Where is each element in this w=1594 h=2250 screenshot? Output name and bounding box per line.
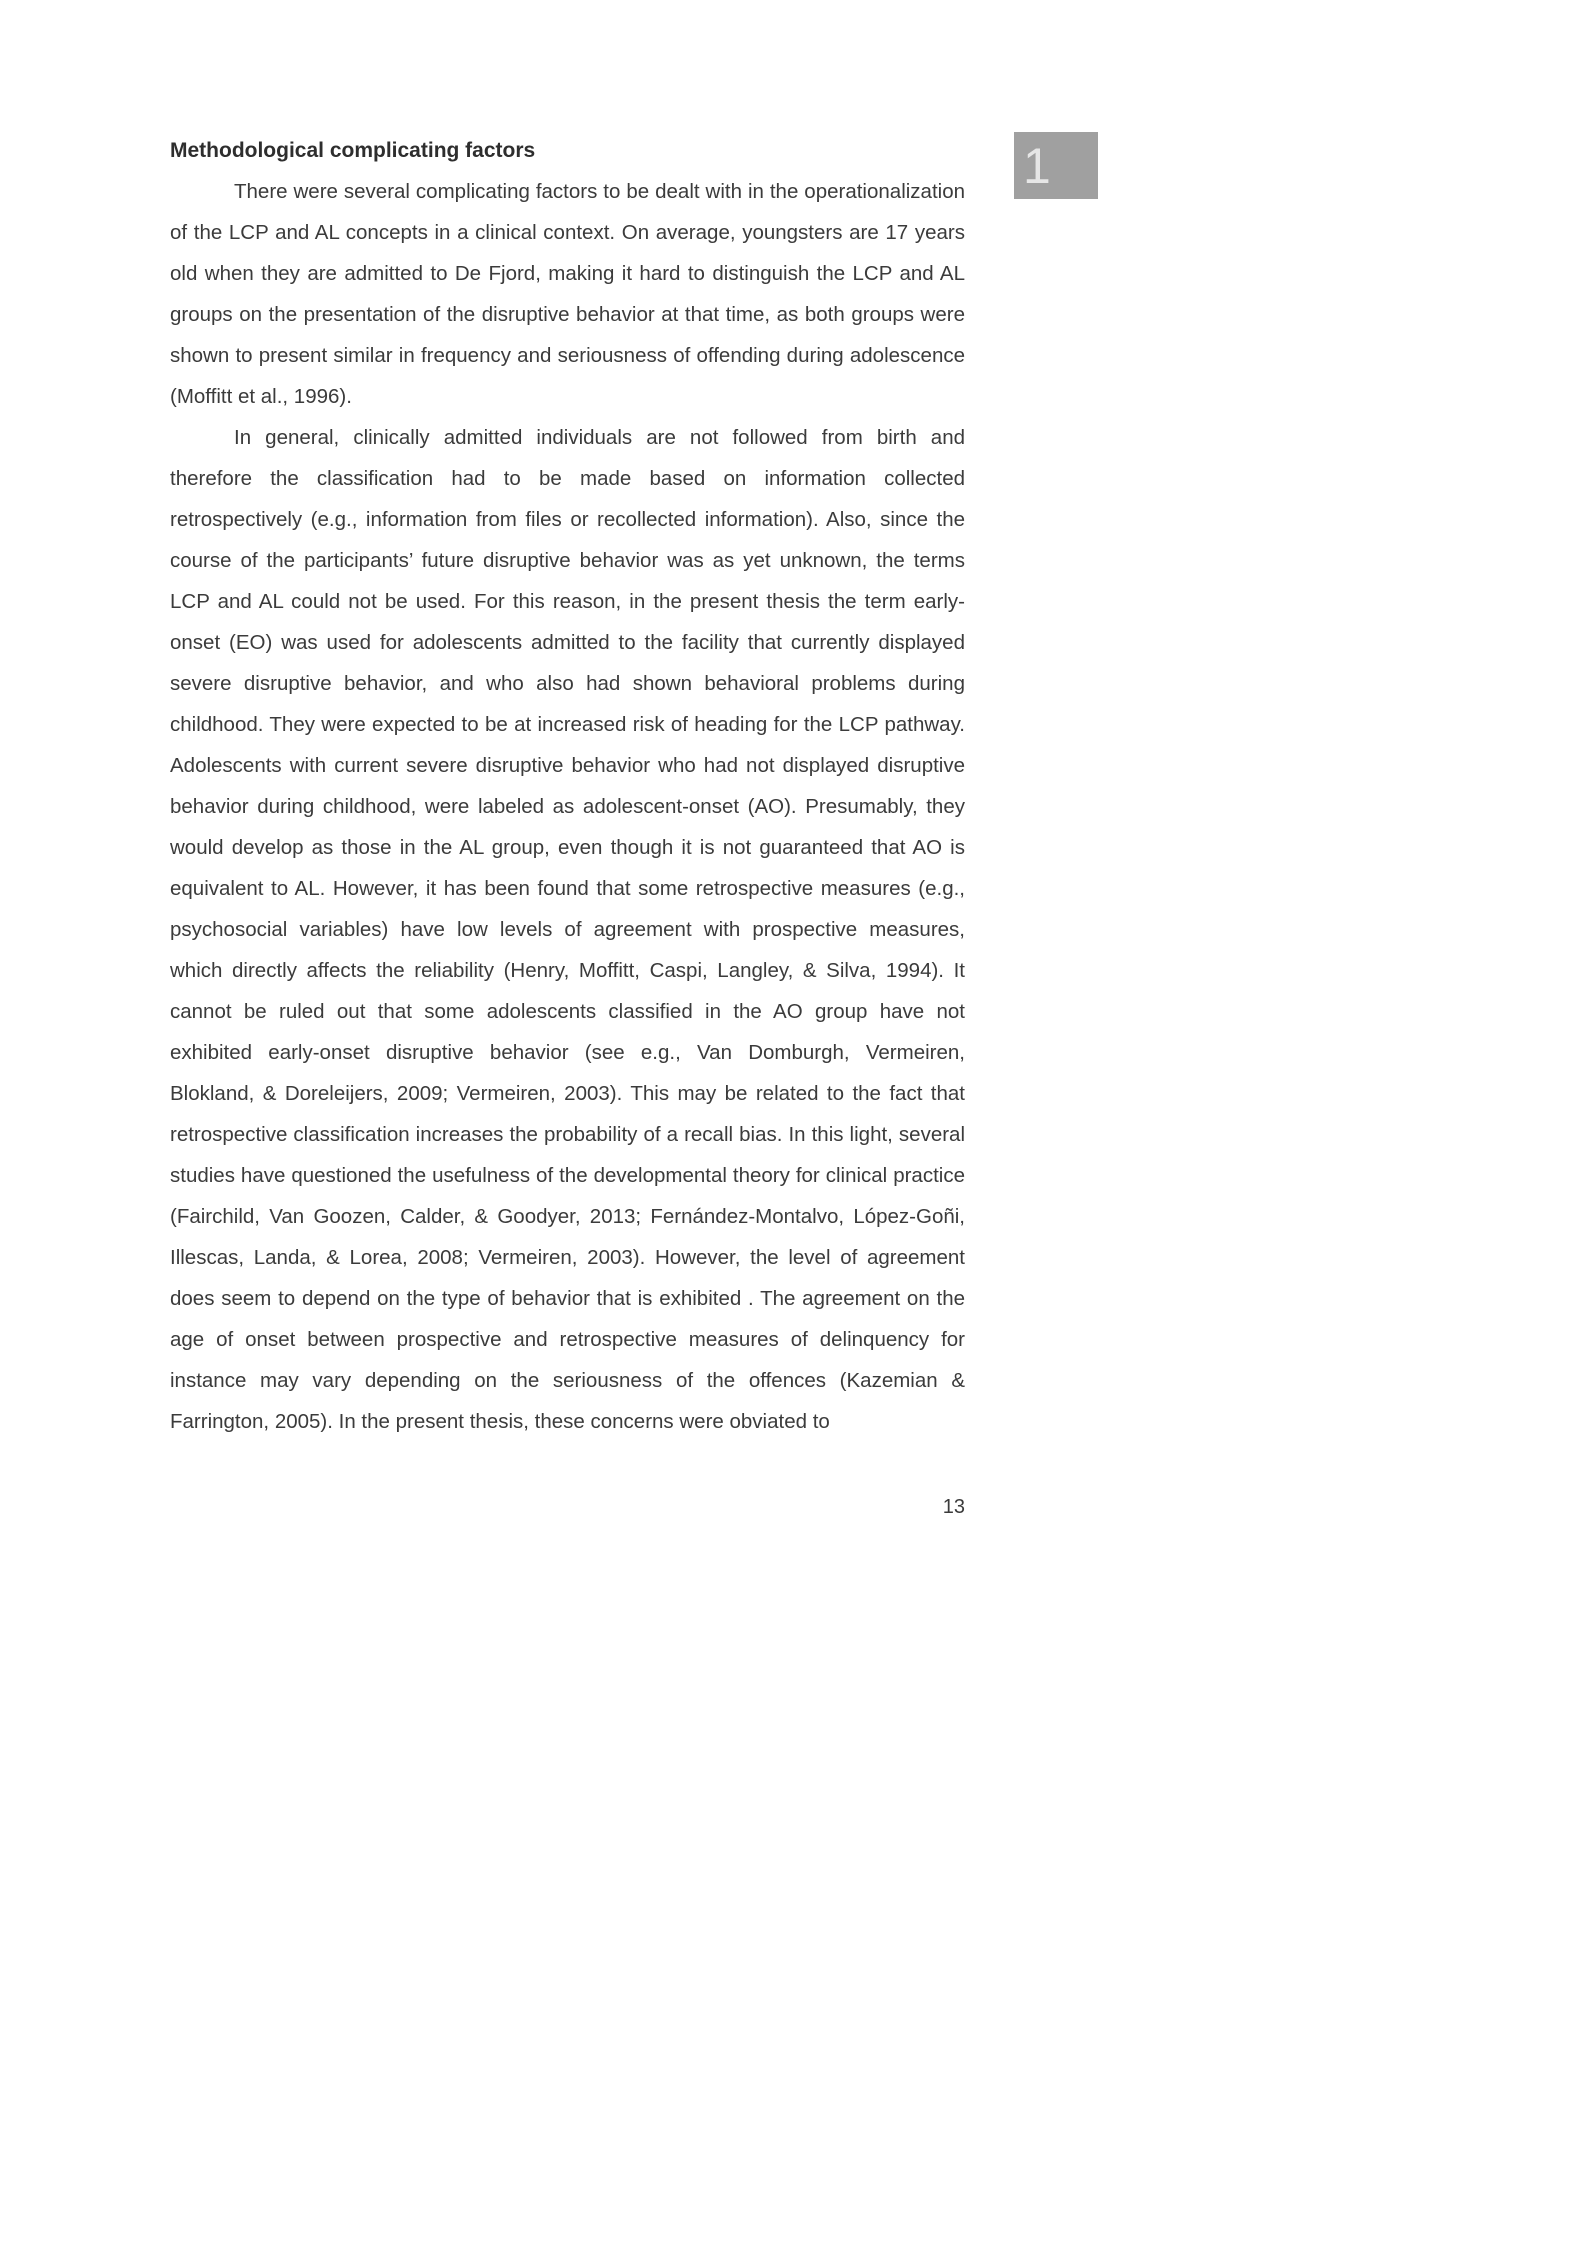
page-number: 13 (942, 1496, 965, 1518)
chapter-tab (1014, 132, 1098, 199)
section-heading: Methodological complicating factors (170, 139, 536, 162)
text-column (170, 130, 965, 1442)
body-paragraph: There were several complicating factors to be dealt with in the operationalization of the LCP and AL concepts in a clinical context. On average, youngsters are 17 years old when they are admitted to De Fjord, making it hard to distinguish the LCP and AL groups on the presentation of the disruptive behavior at that time, as both groups were shown to present similar in frequency and seriousness of offending during adolescence (Moffitt et al., 1996). (170, 180, 965, 408)
chapter-number: 1 (1023, 137, 1051, 194)
body-paragraph: In general, clinically admitted individuals are not followed from birth and therefore the classification had to be made based on information collected retrospectively (e.g., information from files or recollected information). Also, since the course of the participants’ future disruptive behavior was as yet unknown, the terms LCP and AL could not be used. For this reason, in the present thesis the term early-onset (EO) was used for adolescents admitted to the facility that currently displayed severe disruptive behavior, and who also had shown behavioral problems during childhood. They were expected to be at increased risk of heading for the LCP pathway. Adolescents with current severe disruptive behavior who had not displayed disruptive behavior during childhood, were labeled as adolescent-onset (AO). Presumably, they would develop as those in the AL group, even though it is not guaranteed that AO is equivalent to AL. However, it has been found that some retrospective measures (e.g., psychosocial variables) have low levels of agreement with prospective measures, which directly affects the reliability (Henry, Moffitt, Caspi, Langley, & Silva, 1994). It cannot be ruled out that some adolescents classified in the AO group have not exhibited early-onset disruptive behavior (see e.g., Van Domburgh, Vermeiren, Blokland, & Doreleijers, 2009; Vermeiren, 2003). This may be related to the fact that retrospective classification increases the probability of a recall bias. In this light, several studies have questioned the usefulness of the developmental theory for clinical practice (Fairchild, Van Goozen, Calder, & Goodyer, 2013; Fernández-Montalvo, López-Goñi, Illescas, Landa, & Lorea, 2008; Vermeiren, 2003). However, the level of agreement does seem to depend on the type of behavior that is exhibited . The agreement on the age of onset between prospective and retrospective measures of delinquency for instance may vary depending on the seriousness of the offences (Kazemian & Farrington, 2005). In the present thesis, these concerns were obviated to (170, 426, 965, 1433)
